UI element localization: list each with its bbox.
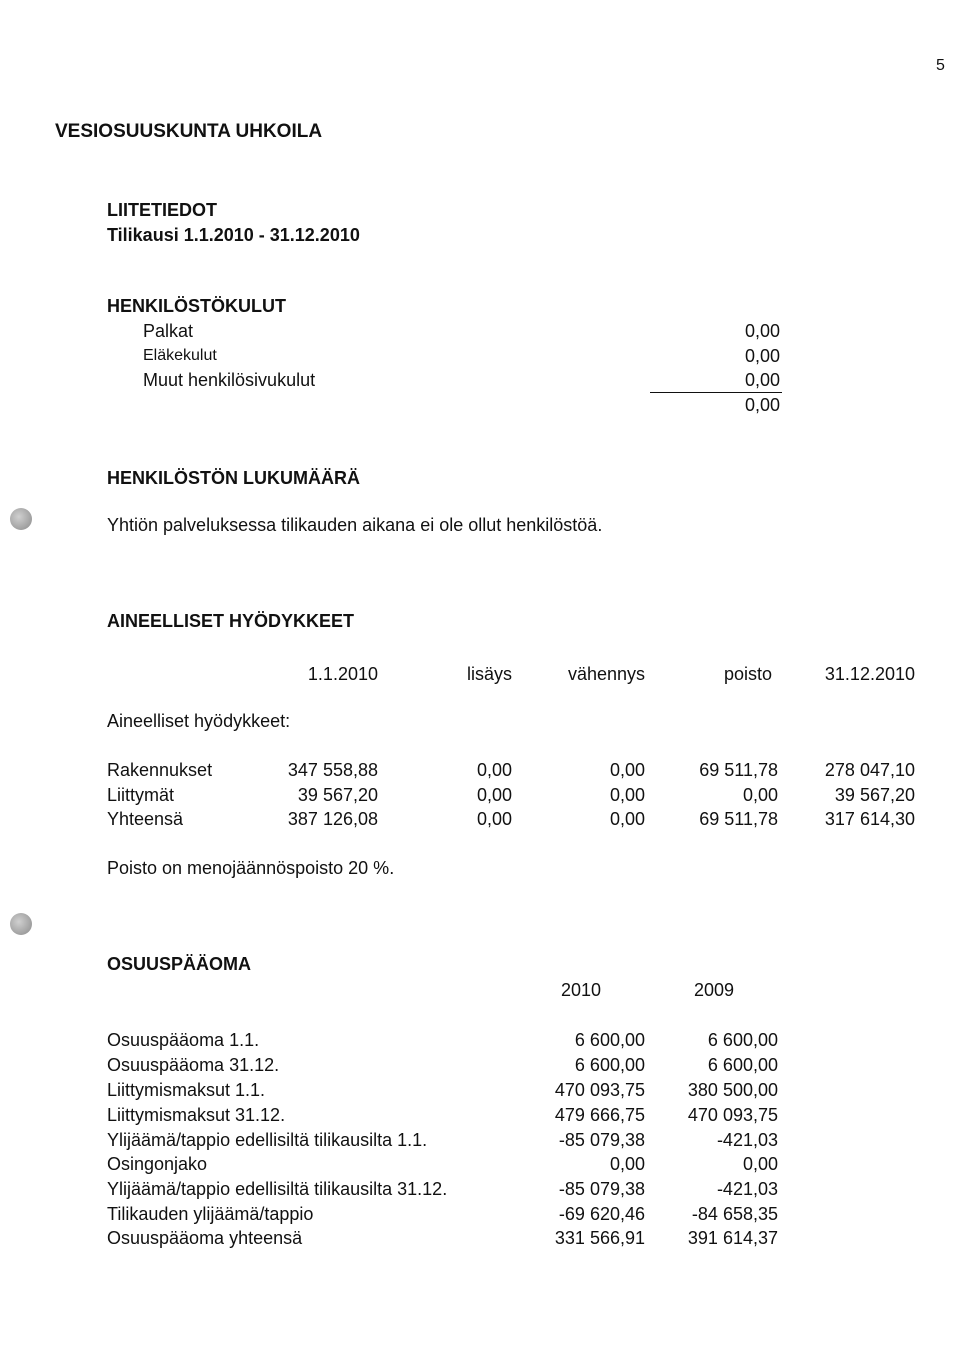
equity-value: 331 566,91 xyxy=(554,1228,645,1248)
column-header: 2010 xyxy=(561,980,602,1000)
column-header: 31.12.2010 xyxy=(824,664,915,684)
asset-value: 278 047,10 xyxy=(824,760,915,780)
equity-row-label: Osuuspääoma 31.12. xyxy=(107,1055,280,1075)
asset-value: 0,00 xyxy=(609,760,645,780)
column-header: 1.1.2010 xyxy=(307,664,378,684)
personnel-cost-value: 0,00 xyxy=(744,321,780,341)
personnel-cost-value: 0,00 xyxy=(744,346,780,366)
personnel-cost-value: 0,00 xyxy=(744,370,780,390)
asset-row-label: Liittymät xyxy=(107,785,175,805)
tangible-assets-subheading: Aineelliset hyödykkeet: xyxy=(107,711,291,731)
equity-value: 6 600,00 xyxy=(574,1030,645,1050)
asset-value: 347 558,88 xyxy=(287,760,378,780)
equity-value: -421,03 xyxy=(716,1130,778,1150)
punch-hole-top xyxy=(10,508,32,530)
asset-value: 387 126,08 xyxy=(287,809,378,829)
asset-row-label: Yhteensä xyxy=(107,809,184,829)
column-header: lisäys xyxy=(466,664,512,684)
personnel-cost-label: Eläkekulut xyxy=(143,347,217,364)
asset-value: 0,00 xyxy=(609,809,645,829)
personnel-cost-total: 0,00 xyxy=(744,395,780,415)
equity-row-label: Osingonjako xyxy=(107,1154,208,1174)
personnel-count-text: Yhtiön palveluksessa tilikauden aikana ei ole ollut henkilöstöä. xyxy=(107,515,603,535)
personnel-cost-label: Palkat xyxy=(143,321,194,341)
equity-value: 0,00 xyxy=(742,1154,778,1174)
notes-title: LIITETIEDOT xyxy=(107,200,217,220)
equity-row-label: Liittymismaksut 1.1. xyxy=(107,1080,266,1100)
asset-value: 0,00 xyxy=(476,785,512,805)
asset-value: 69 511,78 xyxy=(699,809,778,829)
equity-row-label: Tilikauden ylijäämä/tappio xyxy=(107,1204,314,1224)
asset-value: 69 511,78 xyxy=(699,760,778,780)
column-header: 2009 xyxy=(694,980,735,1000)
equity-value: -421,03 xyxy=(716,1179,778,1199)
asset-value: 0,00 xyxy=(476,760,512,780)
equity-value: 6 600,00 xyxy=(707,1030,778,1050)
equity-value: 391 614,37 xyxy=(687,1228,778,1248)
equity-value: 6 600,00 xyxy=(707,1055,778,1075)
sum-rule xyxy=(650,392,782,393)
period: Tilikausi 1.1.2010 - 31.12.2010 xyxy=(107,225,360,245)
asset-value: 39 567,20 xyxy=(297,785,378,805)
asset-row-label: Rakennukset xyxy=(107,760,213,780)
tangible-assets-heading: AINEELLISET HYÖDYKKEET xyxy=(107,611,355,631)
equity-row-label: Ylijäämä/tappio edellisiltä tilikausilta 31.12. xyxy=(107,1179,448,1199)
punch-hole-bottom xyxy=(10,913,32,935)
asset-value: 0,00 xyxy=(476,809,512,829)
asset-value: 0,00 xyxy=(742,785,778,805)
equity-value: 470 093,75 xyxy=(687,1105,778,1125)
equity-value: 380 500,00 xyxy=(687,1080,778,1100)
asset-value: 39 567,20 xyxy=(834,785,915,805)
personnel-costs-heading: HENKILÖSTÖKULUT xyxy=(107,296,286,316)
asset-value: 0,00 xyxy=(609,785,645,805)
column-header: vähennys xyxy=(567,664,645,684)
equity-row-label: Liittymismaksut 31.12. xyxy=(107,1105,286,1125)
column-header: poisto xyxy=(723,664,772,684)
equity-value: -84 658,35 xyxy=(691,1204,778,1224)
personnel-cost-label: Muut henkilösivukulut xyxy=(143,370,316,390)
equity-heading: OSUUSPÄÄOMA xyxy=(107,954,252,974)
personnel-count-heading: HENKILÖSTÖN LUKUMÄÄRÄ xyxy=(107,468,360,488)
equity-value: -85 079,38 xyxy=(558,1179,645,1199)
company-name: VESIOSUUSKUNTA UHKOILA xyxy=(55,121,323,142)
depreciation-note: Poisto on menojäännöspoisto 20 %. xyxy=(107,858,395,878)
equity-row-label: Osuuspääoma yhteensä xyxy=(107,1228,303,1248)
page-number: 5 xyxy=(936,57,945,74)
equity-value: 6 600,00 xyxy=(574,1055,645,1075)
equity-value: 479 666,75 xyxy=(554,1105,645,1125)
equity-row-label: Osuuspääoma 1.1. xyxy=(107,1030,260,1050)
equity-value: -85 079,38 xyxy=(558,1130,645,1150)
equity-row-label: Ylijäämä/tappio edellisiltä tilikausilta 1.1. xyxy=(107,1130,428,1150)
equity-value: 0,00 xyxy=(609,1154,645,1174)
equity-value: 470 093,75 xyxy=(554,1080,645,1100)
asset-value: 317 614,30 xyxy=(824,809,915,829)
equity-value: -69 620,46 xyxy=(558,1204,645,1224)
